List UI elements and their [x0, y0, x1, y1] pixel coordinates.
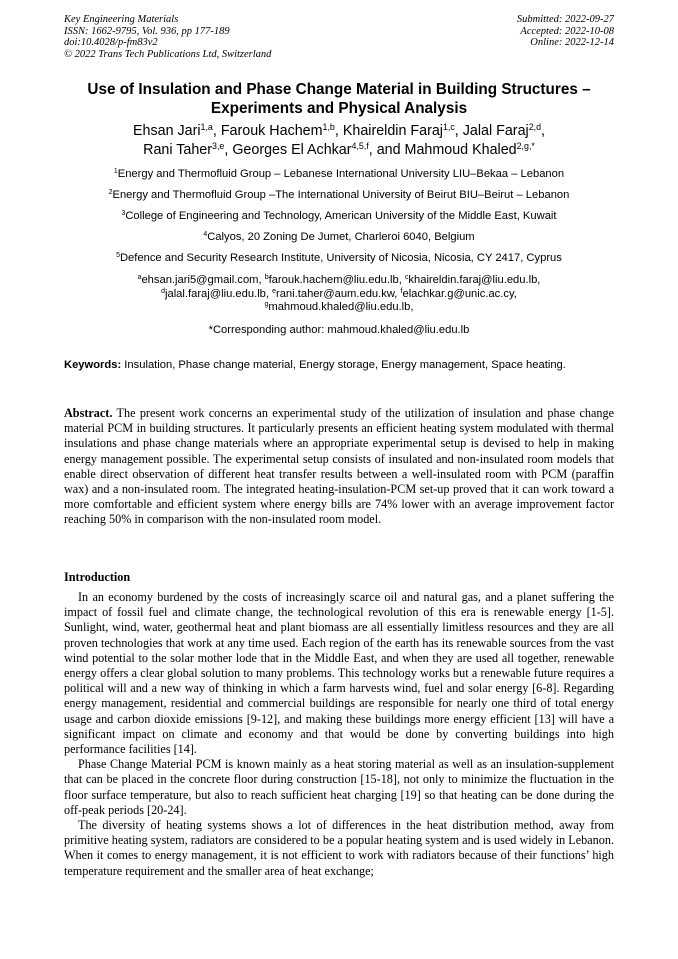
- affiliation: [64, 250, 614, 271]
- affiliation: [64, 229, 614, 250]
- paragraph: Phase Change Material PCM is known mainly as a heat storing material as well as an insulation-supplement that can be placed in the concrete floor during construction [15-18], not only to minimize the fluctuation in the floor surface temperature, but also to reach sufficient heat charging [19] so that heating can be done during the off-peak periods [20-24].: [64, 757, 614, 817]
- author-sup: 4,5,f: [351, 141, 369, 152]
- email-link[interactable]: farouk.hachem@liu.edu.lb,: [268, 274, 405, 286]
- affiliation-sup: 4: [203, 231, 208, 239]
- author-sup: 1,a: [200, 122, 213, 133]
- author: Farouk Hachem: [220, 123, 323, 139]
- author: Rani Taher: [143, 142, 213, 158]
- abstract-text: The present work concerns an experimental study of the utilization of insulation and phase change material PCM in building structures. It particularly presents an efficient heating system modulated with thermal insulations and phase change materials where an appropriate experimental setup is devised to help in making energy management possible. The experimental setup consists of insulated and non-insulated room models that enable direct observation of different heat transfer results between a well-insulated room with PCM (paraffin wax) and a non-insulated room. The integrated heating-insulation-PCM set-up proved that it can work toward a more comfortable and efficient system where energy bills are 74% lower with an average improvement factor reaching 50% in comparison with the non-insulated room model.: [64, 406, 614, 527]
- issn-line: ISSN: 1662-9795, Vol. 936, pp 177-189: [64, 25, 230, 37]
- separator: ,: [454, 123, 463, 139]
- author-list: [64, 122, 614, 160]
- introduction-body: [64, 590, 614, 879]
- email-sup: c: [404, 274, 409, 282]
- email-link[interactable]: khaireldin.faraj@liu.edu.lb,: [408, 274, 541, 286]
- email-link[interactable]: elachkar.g@unic.ac.cy,: [402, 287, 517, 300]
- paper-title: [64, 80, 614, 118]
- accepted-date: Accepted: 2022-10-08: [520, 25, 614, 37]
- email-sup: a: [137, 274, 142, 282]
- affiliation-list: [64, 166, 614, 271]
- doi-link[interactable]: doi:10.4028/p-fm83v2: [64, 37, 158, 48]
- affiliation-text: College of Engineering and Technology, American University of the Middle East, Kuwait: [125, 210, 557, 222]
- online-date: Online: 2022-12-14: [530, 37, 614, 48]
- abstract-label: Abstract.: [64, 406, 113, 420]
- abstract-section: [64, 406, 614, 528]
- separator: ,: [224, 142, 233, 158]
- separator: ,: [334, 123, 343, 139]
- title-line-1: Use of Insulation and Phase Change Material in Building Structures –: [87, 81, 591, 98]
- separator: ,: [541, 123, 546, 139]
- paragraph: The diversity of heating systems shows a lot of differences in the heat distribution method, away from primitive heating system, radiators are considered to be a popular heating system and is used widely in Lebanon. When it comes to energy management, it is not efficient to work with radiators because of their functions’ high temperature requirement and the smaller area of heat exchange;: [64, 818, 614, 878]
- affiliation-text: Energy and Thermofluid Group – Lebanese International University LIU–Bekaa – Lebanon: [117, 168, 565, 180]
- email-sup: d: [161, 287, 165, 295]
- keywords-label: Keywords:: [64, 359, 122, 371]
- affiliation-text: Defence and Security Research Institute, University of Nicosia, Nicosia, CY 2417, Cyprus: [119, 252, 562, 264]
- affiliation: [64, 187, 614, 208]
- corresponding-author: *Corresponding author: mahmoud.khaled@liu.edu.lb: [208, 324, 470, 336]
- affiliation-sup: 5: [116, 252, 120, 260]
- introduction-heading: Introduction: [64, 570, 131, 584]
- author-sup: 3,e: [212, 141, 225, 152]
- journal-header: [64, 14, 271, 60]
- author: Mahmoud Khaled: [404, 142, 517, 158]
- affiliation-sup: 1: [113, 168, 118, 176]
- submitted-date: Submitted: 2022-09-27: [516, 14, 614, 25]
- keywords-section: [64, 359, 614, 373]
- author: Ehsan Jari: [132, 123, 201, 139]
- keywords-text: Insulation, Phase change material, Energy storage, Energy management, Space heating.: [121, 359, 566, 371]
- email-link[interactable]: jalal.faraj@liu.edu.lb,: [164, 287, 273, 300]
- author: Jalal Faraj: [462, 123, 529, 139]
- paragraph: In an economy burdened by the costs of increasingly scarce oil and natural gas, and a planet suffering the impact of fossil fuel and climate change, the technological revolution of this era is renewable energy [1-5]. Sunlight, wind, water, geothermal heat and plant biomass are all essentially limitless resources and they are all proven technologies that work at any time used. Each region of the earth has its renewable sources from the vast wind potential to the solar mother lode that in the Middle East, and when they are used all together, renewable energy offers a clear global solution to many problems. This technology works but a renewable future requires a political will and a new way of thinking in which a farm harvests wind, fuel and solar energy [6-8]. Regarding energy management, residential and commercial buildings are responsible for nearly one third of total energy usage and carbon dioxide emissions [9-12], and making these buildings more energy efficient [13] will have a significant impact on climate and economy and that would be done by converting buildings into high performance facilities [14].: [64, 590, 614, 757]
- email-sup: f: [400, 287, 403, 295]
- copyright-line: © 2022 Trans Tech Publications Ltd, Switzerland: [64, 48, 272, 60]
- title-line-2: Experiments and Physical Analysis: [210, 100, 468, 117]
- email-sup: b: [264, 274, 269, 282]
- email-sup: e: [272, 287, 276, 295]
- author-sup: 2,g,*: [516, 141, 535, 152]
- affiliation: [64, 166, 614, 187]
- dates-header: [517, 14, 614, 49]
- affiliation-text: Calyos, 20 Zoning De Jumet, Charleroi 6040, Belgium: [207, 231, 475, 243]
- email-list: [64, 274, 614, 315]
- affiliation-text: Energy and Thermofluid Group –The International University of Beirut BIU–Beirut – Lebanon: [112, 189, 570, 201]
- separator: ,: [212, 123, 221, 139]
- affiliation-sup: 3: [121, 210, 126, 218]
- author-sup: 1,b: [322, 122, 335, 133]
- email-link[interactable]: ehsan.jari5@gmail.com,: [141, 274, 265, 286]
- separator: , and: [368, 142, 405, 158]
- affiliation-sup: 2: [108, 189, 113, 197]
- author-sup: 2,d: [528, 122, 542, 133]
- email-link[interactable]: rani.taher@aum.edu.kw,: [275, 287, 401, 300]
- email-sup: g: [264, 301, 269, 309]
- affiliation: [64, 208, 614, 229]
- author: Khaireldin Faraj: [342, 123, 443, 139]
- author: Georges El Achkar: [232, 142, 352, 158]
- author-sup: 1,c: [442, 122, 455, 133]
- email-link[interactable]: mahmoud.khaled@liu.edu.lb,: [268, 301, 414, 313]
- journal-name: Key Engineering Materials: [64, 14, 179, 25]
